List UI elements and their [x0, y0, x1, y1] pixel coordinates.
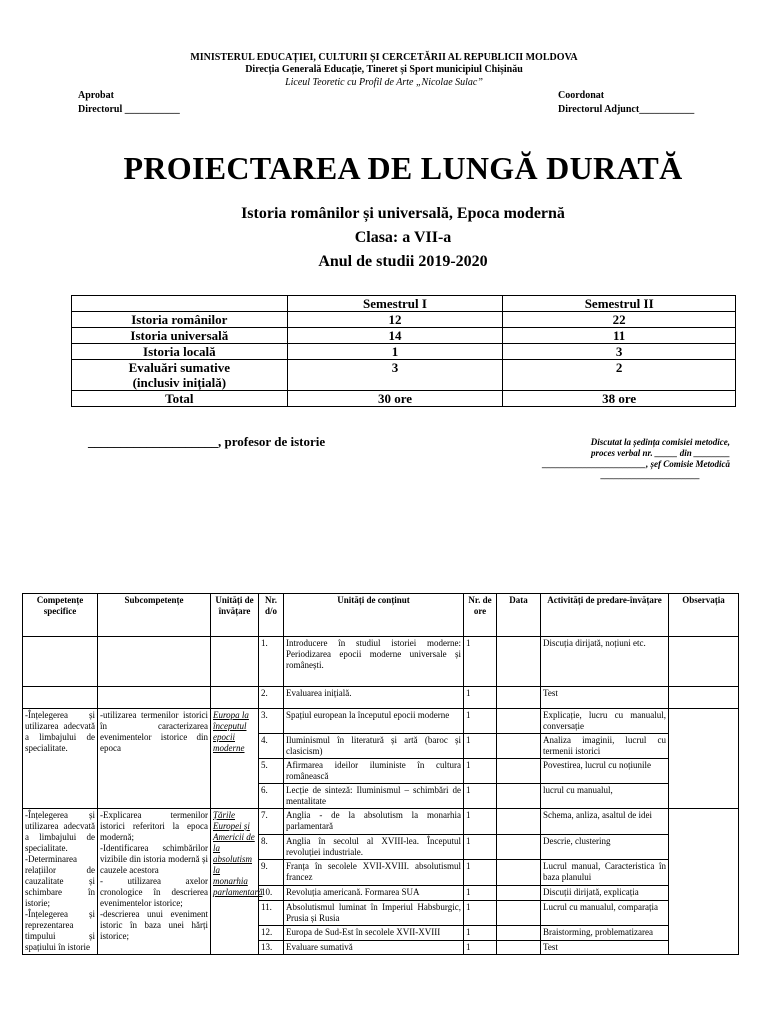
- semester-cell: Istoria universală: [72, 328, 288, 344]
- lesson-number: 9.: [259, 860, 284, 886]
- plan-header-cell: Competențe specifice: [23, 594, 98, 637]
- discussed-line: Discutat la ședința comisiei metodice,: [590, 437, 730, 447]
- activity-cell: Lucrul manual, Caracteristica în baza planului: [541, 860, 669, 886]
- activity-cell: Braistorming, problematizarea: [541, 926, 669, 940]
- lesson-number: 3.: [259, 709, 284, 734]
- competence-cell: -Înțelegerea și utilizarea adecvată a limbajului de specialitate. -Determinarea relațiilor de cauzalitate și schimbare în istorie; -Înțelegerea și reprezentarea timpului și spațiului în istorie: [23, 809, 98, 955]
- hours-cell: 1: [464, 900, 497, 926]
- subcompetence-cell: -Explicarea termenilor istorici referitori la epoca modernă; -Identificarea schimbărilor vizibile din istoria modernă și cauzele acestora - utilizarea axelor cronologice în descrierea evenimentelor istorice; -descrierea unui eveniment istoric în baza unei hărți istorice;: [98, 809, 211, 955]
- activity-cell: lucrul cu manualul,: [541, 784, 669, 809]
- semester-cell: 2: [503, 360, 736, 391]
- table-row: [23, 687, 739, 709]
- table-row: [23, 637, 739, 687]
- content-unit: Anglia în secolul al XVIII-lea. Începutul revoluției industriale.: [284, 834, 464, 860]
- content-unit: Franța în secolele XVII-XVIII. absolutismul francez: [284, 860, 464, 886]
- content-unit: Anglia - de la absolutism la monarhia parlamentară: [284, 809, 464, 835]
- date-cell: [497, 900, 541, 926]
- content-unit: Europa de Sud-Est în secolele XVII-XVIII: [284, 926, 464, 940]
- semester-cell: Evaluări sumative (inclusiv inițială): [72, 360, 288, 391]
- lesson-number: 6.: [259, 784, 284, 809]
- date-cell: [497, 809, 541, 835]
- semester-cell: 30 ore: [287, 391, 503, 407]
- hours-cell: 1: [464, 759, 497, 784]
- approved-block: [78, 89, 180, 117]
- semester-header-cell: Semestrul I: [287, 296, 503, 312]
- learning-unit: Europa la începutul epocii moderne: [211, 709, 259, 809]
- direction-heading: Direcția Generală Educație, Tineret și Sport municipiul Chișinău: [245, 64, 523, 75]
- content-unit: Absolutismul luminat în Imperiul Habsburgic, Prusia și Rusia: [284, 900, 464, 926]
- content-unit: Revoluția americană. Formarea SUA: [284, 886, 464, 900]
- teacher-signature: ____________________, profesor de istorie: [88, 434, 326, 449]
- plan-header-cell: Observația: [669, 594, 739, 637]
- lesson-number: 7.: [259, 809, 284, 835]
- activity-cell: Descrie, clustering: [541, 834, 669, 860]
- signature-line: ______________________: [601, 470, 700, 480]
- semester-cell: 3: [287, 360, 503, 391]
- semester-cell: 3: [503, 344, 736, 360]
- minutes-line: proces verbal nr. _____ din ________: [590, 448, 730, 458]
- content-unit: Spațiul european la începutul epocii moderne: [284, 709, 464, 734]
- lesson-number: 11.: [259, 900, 284, 926]
- subcompetence-cell: [98, 687, 211, 709]
- semester-row: [72, 360, 736, 391]
- table-row: [23, 709, 739, 734]
- lesson-number: 5.: [259, 759, 284, 784]
- competence-cell: -Înțelegerea și utilizarea adecvată a limbajului de specialitate.: [23, 709, 98, 809]
- director-label: Directorul ___________: [78, 104, 180, 115]
- semester-cell: Istoria locală: [72, 344, 288, 360]
- coordinated-block: [558, 89, 694, 117]
- date-cell: [497, 926, 541, 940]
- observation-cell: [669, 637, 739, 687]
- approved-label: Aprobat: [78, 90, 114, 101]
- semester-cell: 1: [287, 344, 503, 360]
- hours-cell: 1: [464, 926, 497, 940]
- year-subtitle: Anul de studii 2019-2020: [318, 253, 488, 270]
- lesson-number: 8.: [259, 834, 284, 860]
- semester-cell: 12: [287, 312, 503, 328]
- hours-cell: 1: [464, 886, 497, 900]
- semester-cell: 11: [503, 328, 736, 344]
- grade-subtitle: Clasa: a VII-a: [354, 229, 452, 246]
- date-cell: [497, 734, 541, 759]
- observation-cell: [669, 687, 739, 709]
- plan-header-cell: Nr. de ore: [464, 594, 497, 637]
- semester-cell: 22: [503, 312, 736, 328]
- activity-cell: Discuții dirijată, explicația: [541, 886, 669, 900]
- semester-header-row: [72, 296, 736, 312]
- content-unit: Afirmarea ideilor iluministe în cultura românească: [284, 759, 464, 784]
- date-cell: [497, 687, 541, 709]
- ministry-heading: MINISTERUL EDUCAȚIEI, CULTURII ȘI CERCETĂRII AL REPUBLICII MOLDOVA: [190, 52, 578, 63]
- hours-cell: 1: [464, 734, 497, 759]
- plan-header-cell: Subcompetențe: [98, 594, 211, 637]
- semester-cell: Istoria românilor: [72, 312, 288, 328]
- plan-header-cell: Unități de învățare: [211, 594, 259, 637]
- semester-header-cell: Semestrul II: [503, 296, 736, 312]
- subcompetence-cell: [98, 637, 211, 687]
- lesson-number: 13.: [259, 940, 284, 954]
- lesson-number: 10.: [259, 886, 284, 900]
- school-heading: Liceul Teoretic cu Profil de Arte „Nicolae Sulac”: [285, 77, 483, 88]
- activity-cell: Test: [541, 687, 669, 709]
- semester-cell: 14: [287, 328, 503, 344]
- lesson-number: 12.: [259, 926, 284, 940]
- semester-cell: Total: [72, 391, 288, 407]
- date-cell: [497, 940, 541, 954]
- competence-cell: [23, 687, 98, 709]
- date-cell: [497, 759, 541, 784]
- hours-cell: 1: [464, 687, 497, 709]
- content-unit: Introducere în studiul istoriei moderne: Periodizarea epocii moderne universale și românești.: [284, 637, 464, 687]
- plan-header-cell: Unități de conținut: [284, 594, 464, 637]
- hours-cell: 1: [464, 709, 497, 734]
- activity-cell: Explicație, lucru cu manualul, conversație: [541, 709, 669, 734]
- deputy-director-label: Directorul Adjunct___________: [558, 104, 695, 115]
- course-subtitle: Istoria românilor și universală, Epoca modernă: [241, 205, 565, 222]
- date-cell: [497, 886, 541, 900]
- unit-cell: [211, 687, 259, 709]
- plan-header-cell: Nr. d/o: [259, 594, 284, 637]
- competence-cell: [23, 637, 98, 687]
- activity-cell: Schema, anliza, asaltul de idei: [541, 809, 669, 835]
- observation-cell: [669, 809, 739, 955]
- subcompetence-cell: -utilizarea termenilor istorici în caracterizarea evenimentelor istorice din epoca: [98, 709, 211, 809]
- hours-cell: 1: [464, 637, 497, 687]
- semester-row: [72, 328, 736, 344]
- hours-cell: 1: [464, 860, 497, 886]
- date-cell: [497, 784, 541, 809]
- semester-cell: 38 ore: [503, 391, 736, 407]
- content-unit: Evaluarea inițială.: [284, 687, 464, 709]
- hours-cell: 1: [464, 834, 497, 860]
- content-unit: Lecție de sinteză: Iluminismul – schimbări de mentalitate: [284, 784, 464, 809]
- content-unit: Evaluare sumativă: [284, 940, 464, 954]
- commission-head-line: _______________________, șef Comisie Metodică: [542, 459, 730, 469]
- date-cell: [497, 709, 541, 734]
- activity-cell: Analiza imaginii, lucrul cu termenii istorici: [541, 734, 669, 759]
- plan-header-cell: Activități de predare-învățare: [541, 594, 669, 637]
- unit-cell: [211, 637, 259, 687]
- content-unit: Iluminismul în literatură și artă (baroc și clasicism): [284, 734, 464, 759]
- coordinated-label: Coordonat: [558, 90, 605, 101]
- semester-table: [71, 295, 736, 407]
- date-cell: [497, 860, 541, 886]
- lesson-number: 4.: [259, 734, 284, 759]
- date-cell: [497, 637, 541, 687]
- activity-cell: Discuția dirijată, noțiuni etc.: [541, 637, 669, 687]
- activity-cell: Lucrul cu manualul, comparația: [541, 900, 669, 926]
- semester-row: [72, 312, 736, 328]
- activity-cell: Test: [541, 940, 669, 954]
- date-cell: [497, 834, 541, 860]
- semester-total-row: [72, 391, 736, 407]
- hours-cell: 1: [464, 784, 497, 809]
- semester-row: [72, 344, 736, 360]
- lesson-number: 2.: [259, 687, 284, 709]
- observation-cell: [669, 709, 739, 809]
- plan-header-cell: Data: [497, 594, 541, 637]
- lesson-number: 1.: [259, 637, 284, 687]
- plan-header-row: [23, 594, 739, 637]
- learning-unit: Țările Europei și Americii de la absolutism la monarhia parlamentară: [211, 809, 259, 955]
- activity-cell: Povestirea, lucrul cu noțiunile: [541, 759, 669, 784]
- page-title: PROIECTAREA DE LUNGĂ DURATĂ: [123, 150, 683, 186]
- methodical-commission-block: [490, 437, 730, 481]
- long-term-plan-table: [22, 593, 739, 955]
- table-row: [23, 809, 739, 835]
- hours-cell: 1: [464, 809, 497, 835]
- semester-header-cell: [72, 296, 288, 312]
- hours-cell: 1: [464, 940, 497, 954]
